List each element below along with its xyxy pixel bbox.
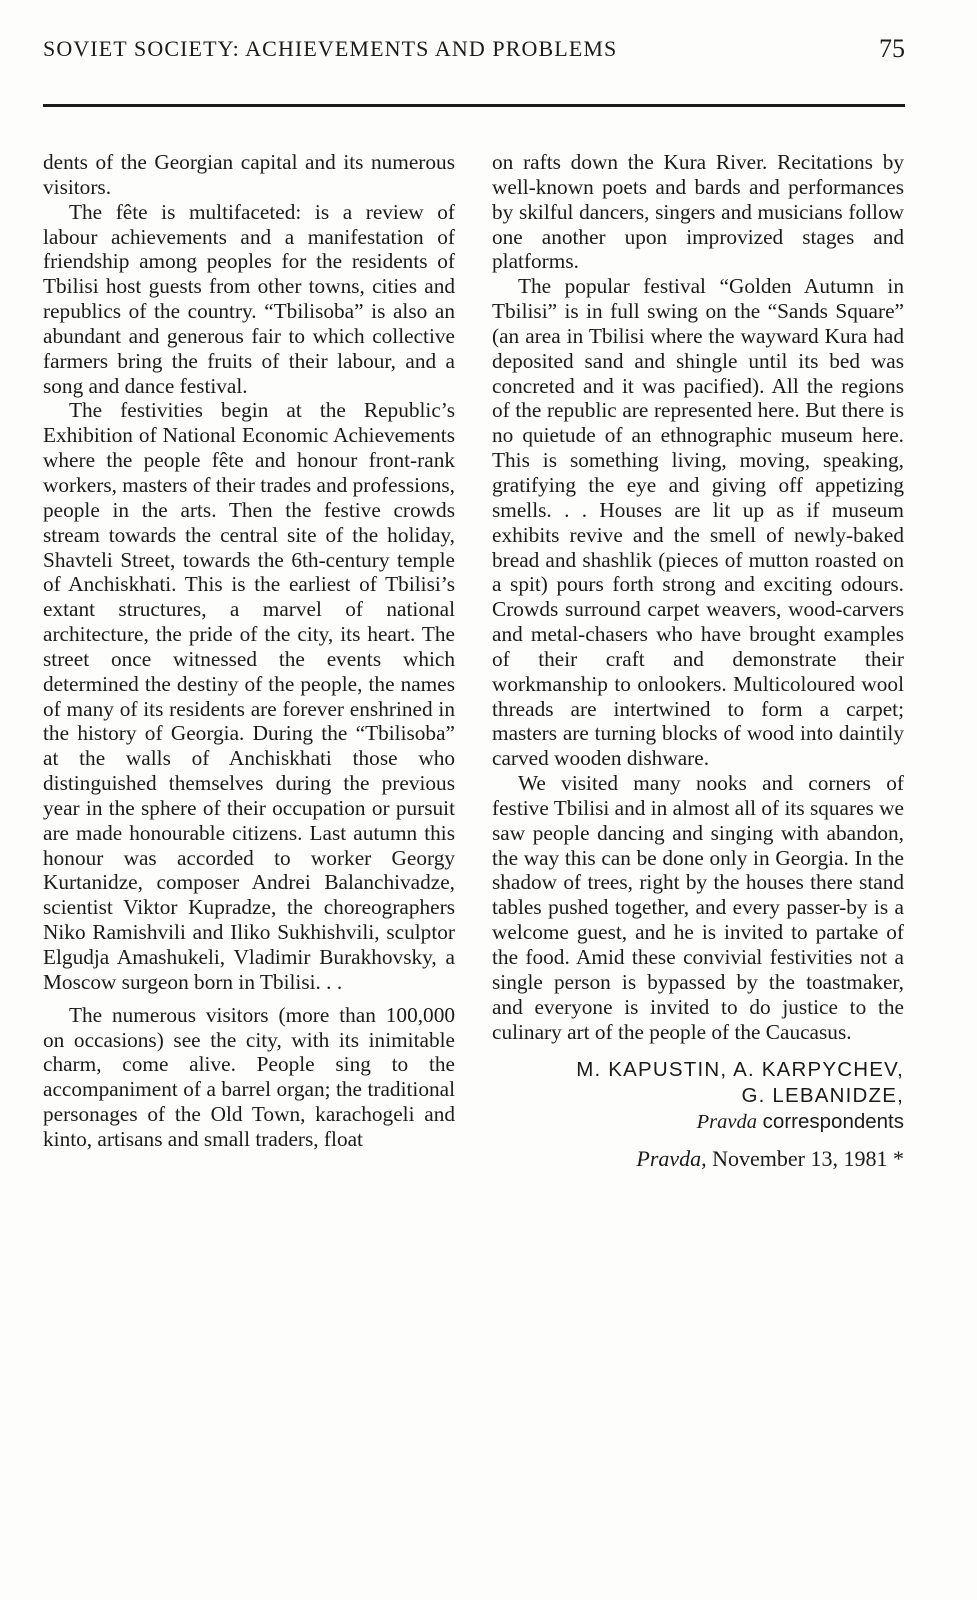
source-citation [492,1147,904,1172]
author-names-line: M. KAPUSTIN, A. KARPYCHEV, [576,1058,904,1082]
role-text: correspondents [756,1110,904,1134]
newspaper-name: Pravda [696,1111,757,1134]
page-header [43,34,905,74]
author-names-line: G. LEBANIDZE, [741,1084,904,1108]
running-head: SOVIET SOCIETY: ACHIEVEMENTS AND PROBLEMS [43,36,618,61]
paragraph: dents of the Georgian capital and its numerous visitors. [43,150,455,199]
header-rule [43,104,905,107]
paragraph: The popular festival “Golden Autumn in Tbilisi” is in full swing on the “Sands Square” (an area in Tbilisi where the wayward Kura had deposited sand and shingle until its bed was concreted and it was pacified). All the regions of the republic are represented here. But there is no quietude of an ethnographic museum here. This is something living, moving, speaking, gratifying the eye and giving off appetizing smells. . . Houses are lit up as if museum exhibits revive and the smell of newly-baked bread and shashlik (pieces of mutton roasted on a spit) pours forth strong and exciting odours. Crowds surround carpet weavers, wood-carvers and metal-chasers who have brought examples of their craft and demonstrate their workmanship to onlookers. Multicoloured wool threads are intertwined to form a carpet; masters are turning blocks of wood into daintily carved wooden dishware. [492,274,904,771]
author-signature [492,1057,904,1135]
right-column [492,150,904,1172]
paragraph: The festivities begin at the Republic’s Exhibition of National Economic Achievements where the people fête and honour front-rank workers, masters of their trades and professions, people in the arts. Then the festive crowds stream towards the central site of the holiday, Shavteli Street, towards the 6th-century temple of Anchiskhati. This is the earliest of Tbilisi’s extant structures, a marvel of national architecture, the pride of the city, its heart. The street once witnessed the events which determined the destiny of the people, the names of many of its residents are forever enshrined in the history of Georgia. During the “Tbilisoba” at the walls of Anchiskhati those who distinguished themselves during the previous year in the sphere of their occupation or pursuit are made honourable citizens. Last autumn this honour was accorded to worker Georgy Kurtanidze, composer Andrei Balanchivadze, scientist Viktor Kupradze, the choreographers Niko Ramishvili and Iliko Sukhishvili, sculptor Elgudja Amashukeli, Vladimir Burakhovsky, a Moscow surgeon born in Tbilisi. . . [43,398,455,994]
author-role [492,1109,904,1135]
paragraph: The fête is multifaceted: is a review of labour achievements and a manifestation of friendship among peoples for the residents of Tbilisi host guests from other towns, cities and republics of the country. “Tbilisoba” is also an abundant and generous fair to which collective farmers bring the fruits of their labour, and a song and dance festival. [43,199,455,398]
source-date: November 13, 1981 * [706,1146,904,1172]
page-number: 75 [879,34,905,63]
paragraph: on rafts down the Kura River. Recitations by well-known poets and bards and performances by skilful dancers, singers and musicians follow one another upon improvized stages and platforms. [492,150,904,274]
paragraph: The numerous visitors (more than 100,000 on occasions) see the city, with its inimitable charm, come alive. People sing to the accompaniment of a barrel organ; the traditional personages of the Old Town, karachogeli and kinto, artisans and small traders, float [43,1002,455,1151]
paragraph: We visited many nooks and corners of festive Tbilisi and in almost all of its squares we saw people dancing and singing with abandon, the way this can be done only in Georgia. In the shadow of trees, right by the houses there stand tables pushed together, and every passer-by is a welcome guest, and he is invited to partake of the food. Amid these convivial festivities not a single person is bypassed by the toastmaker, and everyone is invited to do justice to the culinary art of the people of the Caucasus. [492,771,904,1044]
source-publication: Pravda, [636,1146,707,1172]
left-column [43,150,455,1152]
